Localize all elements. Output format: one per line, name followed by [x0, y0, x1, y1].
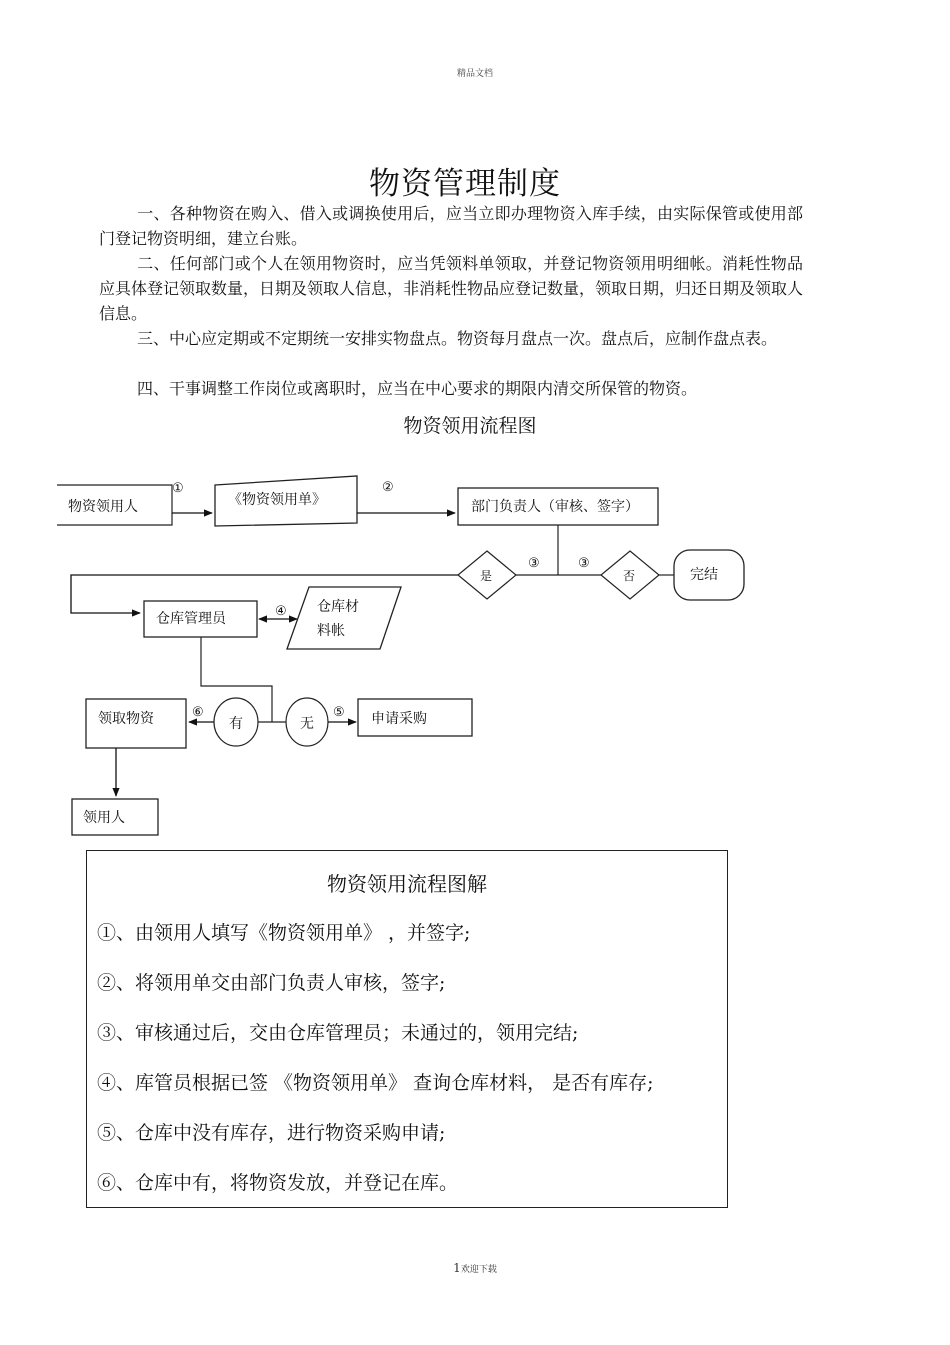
ledger-label-1: 仓库材 [317, 599, 359, 615]
warehouse-manager-node [144, 601, 257, 637]
step-mark-3a: ③ [528, 556, 540, 571]
receiver-label: 领用人 [83, 810, 125, 826]
receive-node [86, 699, 186, 748]
step-mark-4: ④ [275, 604, 287, 619]
page-number: 1 [453, 1261, 461, 1275]
ledger-node [287, 587, 401, 649]
dept-head-label: 部门负责人（审核、签字） [471, 499, 639, 515]
requester-label: 物资领用人 [68, 499, 138, 515]
purchase-node [358, 699, 472, 736]
paragraph-2 [99, 251, 803, 326]
paragraph-3 [99, 326, 803, 351]
explanation-item-2: ②、将领用单交由部门负责人审核，签字; [97, 972, 446, 994]
flowchart-title: 物资领用流程图 [403, 415, 537, 437]
none-node [286, 698, 328, 746]
decision-no-label: 否 [623, 569, 636, 583]
none-label: 无 [300, 716, 314, 732]
paragraph-4-text: 四、干事调整工作岗位或离职时，应当在中心要求的期限内清交所保管的物资。 [137, 379, 698, 398]
explanation-item-4: ④、库管员根据已签 《物资领用单》 查询仓库材料， 是否有库存; [97, 1072, 654, 1094]
requester-node [57, 485, 172, 525]
paragraph-3-text: 三、中心应定期或不定期统一安排实物盘点。物资每月盘点一次。盘点后，应制作盘点表。 [137, 329, 778, 348]
step-mark-5: ⑤ [333, 705, 345, 720]
explanation-title: 物资领用流程图解 [327, 872, 487, 896]
page-footer [0, 1261, 950, 1275]
step-mark-6: ⑥ [192, 705, 204, 720]
paragraph-1-text: 一、各种物资在购入、借入或调换使用后，应当立即办理物资入库手续，由实际保管或使用部门登记物资明细，建立台账。 [99, 204, 803, 248]
header-note: 精品文档 [456, 69, 493, 79]
purchase-label: 申请采购 [371, 711, 427, 727]
done-node [674, 550, 744, 600]
explanation-item-1: ①、由领用人填写《物资领用单》 ，并签字; [97, 922, 471, 944]
step-mark-1: ① [172, 481, 184, 496]
form-label: 《物资领用单》 [228, 492, 326, 508]
ledger-label-2: 料帐 [317, 623, 345, 639]
arrow-3-yes-path [71, 575, 458, 613]
decision-no [601, 551, 659, 599]
receive-label: 领取物资 [98, 711, 154, 727]
footer-text: 欢迎下载 [460, 1265, 497, 1275]
dept-head-node [458, 488, 658, 525]
explanation-item-6: ⑥、仓库中有，将物资发放，并登记在库。 [97, 1172, 459, 1194]
page-title: 物资管理制度 [369, 166, 561, 202]
have-label: 有 [229, 716, 243, 732]
paragraph-1 [99, 201, 803, 251]
step-mark-2: ② [382, 480, 394, 495]
step-mark-3b: ③ [578, 556, 590, 571]
form-node [215, 476, 357, 526]
explanation-item-5: ⑤、仓库中没有库存，进行物资采购申请; [97, 1122, 446, 1144]
flowchart [0, 460, 950, 845]
paragraph-4 [99, 376, 803, 401]
explanation-item-3: ③、审核通过后，交由仓库管理员；未通过的，领用完结; [97, 1022, 579, 1044]
explanation-box [86, 850, 728, 1208]
decision-yes-label: 是 [480, 569, 493, 583]
warehouse-manager-label: 仓库管理员 [156, 611, 226, 627]
decision-yes [458, 551, 516, 599]
done-label: 完结 [690, 567, 718, 583]
paragraph-2-text: 二、任何部门或个人在领用物资时，应当凭领料单领取，并登记物资领用明细帐。消耗性物品应具体登记领取数量，日期及领取人信息，非消耗性物品应登记数量，领取日期，归还日期及领取人信息。 [99, 254, 804, 323]
have-node [214, 698, 258, 746]
receiver-node [72, 799, 158, 835]
